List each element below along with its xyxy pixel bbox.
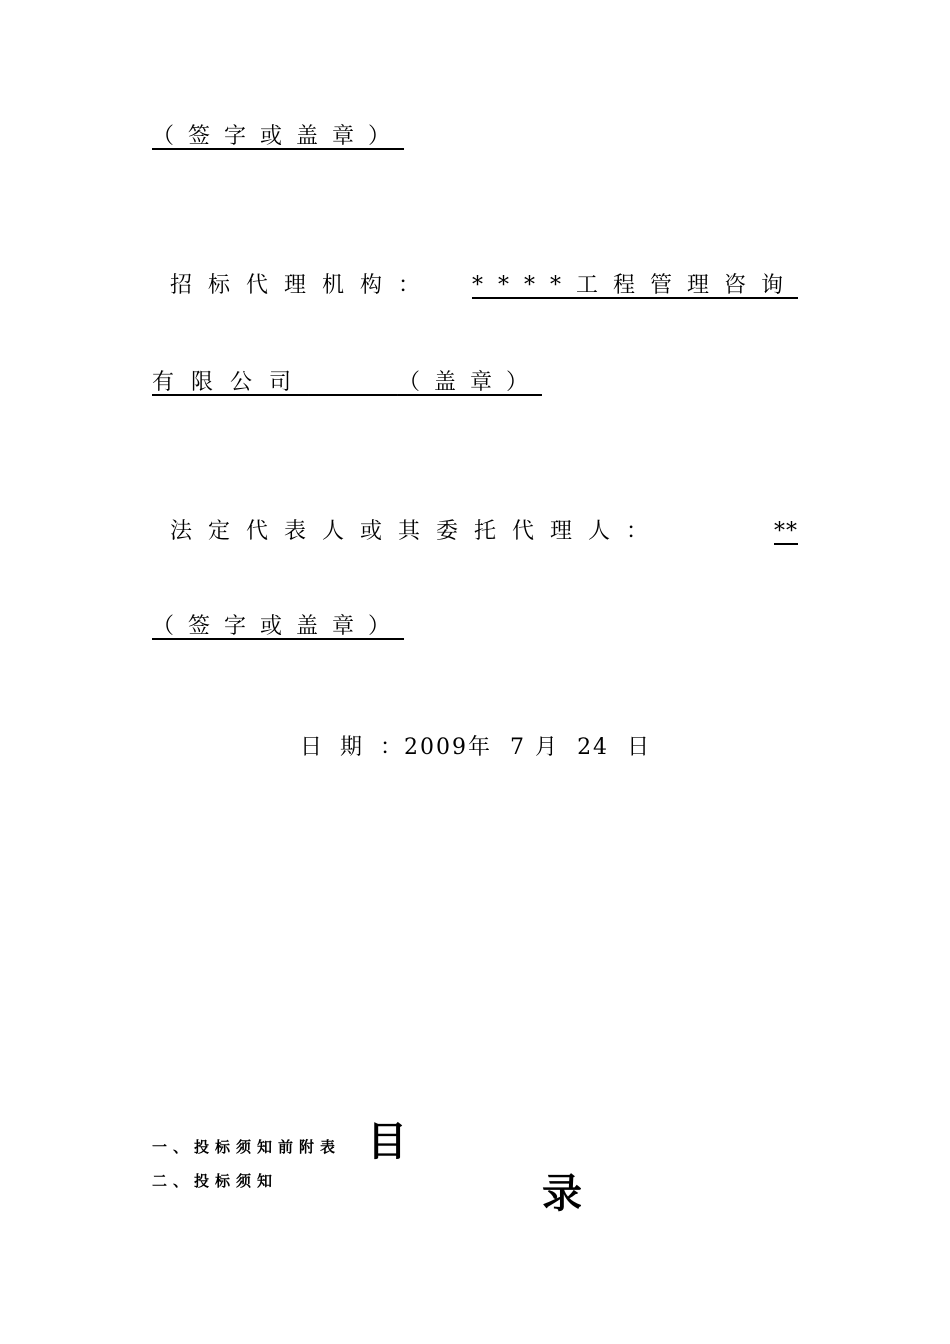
signature-note-bottom: （签字或盖章） [152, 614, 405, 639]
toc-title-char-1: 目 [367, 1119, 407, 1165]
toc-title-char-2: 录 [542, 1171, 582, 1217]
bid-agency-label: 招标代理机构： [170, 273, 437, 298]
date-line [300, 734, 651, 762]
company-name-suffix: 有限公司 [152, 370, 309, 395]
toc-item[interactable]: 一、投标须知前附表 [152, 1138, 342, 1156]
bid-agency-row [152, 244, 798, 300]
date-month-unit: 月 [535, 735, 560, 760]
toc-item[interactable]: 二、投标须知 [152, 1172, 279, 1190]
date-day-unit: 日 [627, 735, 652, 760]
legal-rep-row [152, 490, 798, 546]
date-day: 24 [577, 735, 610, 760]
legal-rep-label: 法定代表人或其委托代理人： [170, 519, 665, 544]
toc-title [0, 1064, 950, 1220]
date-year: 2009 [404, 735, 469, 760]
date-month: 7 [510, 735, 527, 760]
date-label: 日期 [300, 735, 381, 760]
date-colon: ： [380, 735, 405, 760]
bid-agency-value: ****工程管理咨询 [471, 273, 798, 298]
legal-rep-value: ** [774, 519, 798, 544]
company-row [152, 369, 542, 397]
signature-note-top: （签字或盖章） [152, 124, 405, 149]
company-seal-note: （盖章） [397, 370, 542, 395]
date-year-unit: 年 [468, 735, 493, 760]
